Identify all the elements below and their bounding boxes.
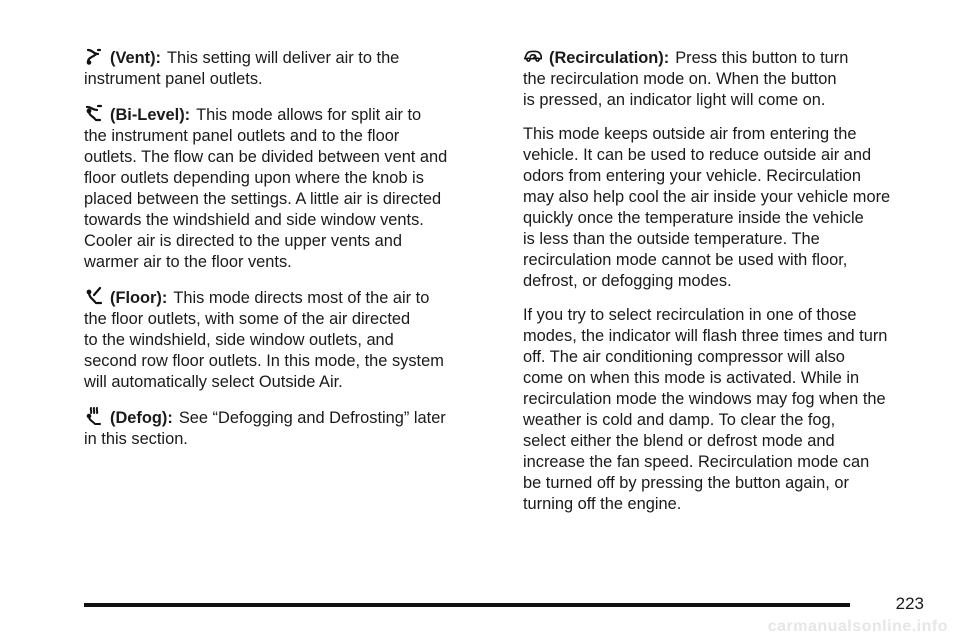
defog-text-first: See “Defogging and Defrosting” later — [178, 409, 446, 427]
defog-mode-icon — [84, 406, 104, 426]
vent-mode-icon — [84, 46, 104, 66]
floor-text-rest: the floor outlets, with some of the air directed to the windshield, side window outlets, and second row floor outlets. In this mode, the system will automatically select Outside Air. — [84, 310, 444, 391]
recirculation-text-first: Press this button to turn — [675, 49, 849, 67]
left-column — [84, 46, 494, 463]
bilevel-paragraph — [84, 103, 494, 273]
bilevel-text-first: This mode allows for split air to — [196, 106, 422, 124]
recirculation-term: (Recirculation): — [549, 49, 670, 67]
recirculation-text-rest: the recirculation mode on. When the button is pressed, an indicator light will come on. — [523, 70, 837, 109]
vent-text-first: This setting will deliver air to the — [167, 49, 400, 67]
recirculation-paragraph — [523, 46, 935, 111]
defog-text-rest: in this section. — [84, 430, 188, 448]
defog-term: (Defog): — [110, 409, 173, 427]
right-column — [523, 46, 935, 528]
floor-mode-icon — [84, 286, 104, 306]
watermark: carmanualsonline.info — [767, 618, 948, 635]
bi-level-mode-icon — [84, 103, 104, 123]
vent-text-rest: instrument panel outlets. — [84, 70, 263, 88]
vent-term: (Vent): — [110, 49, 161, 67]
recirculation-indicator-paragraph: If you try to select recirculation in one of those modes, the indicator will flash three times and turn off. The air conditioning compressor will also come on when this mode is activated. While in recirculation mode the windows may fog when the weather is cold and damp. To clear the fog, select either the blend or defrost mode and increase the fan speed. Recirculation mode can be turned off by pressing the button again, or turning off the engine. — [523, 306, 888, 513]
bilevel-term: (Bi-Level): — [110, 106, 191, 124]
vent-paragraph — [84, 46, 494, 90]
page-number: 223 — [895, 594, 924, 613]
recirculation-icon — [523, 46, 543, 66]
footer-rule — [84, 603, 850, 607]
bilevel-text-rest: the instrument panel outlets and to the floor outlets. The flow can be divided between vent and floor outlets depending upon where the knob is placed between the settings. A little air is directed towards the windshield and side window vents. Cooler air is directed to the upper vents and warmer air to the floor vents. — [84, 127, 448, 271]
floor-term: (Floor): — [110, 289, 168, 307]
floor-paragraph — [84, 286, 494, 393]
recirculation-outside-air-paragraph: This mode keeps outside air from entering the vehicle. It can be used to reduce outside air and odors from entering your vehicle. Recirculation may also help cool the air inside your vehicle more quickly once the temperature inside the vehicle is less than the outside temperature. The recirculation mode cannot be used with floor, defrost, or defogging modes. — [523, 125, 891, 290]
floor-text-first: This mode directs most of the air to — [173, 289, 430, 307]
defog-paragraph — [84, 406, 494, 450]
